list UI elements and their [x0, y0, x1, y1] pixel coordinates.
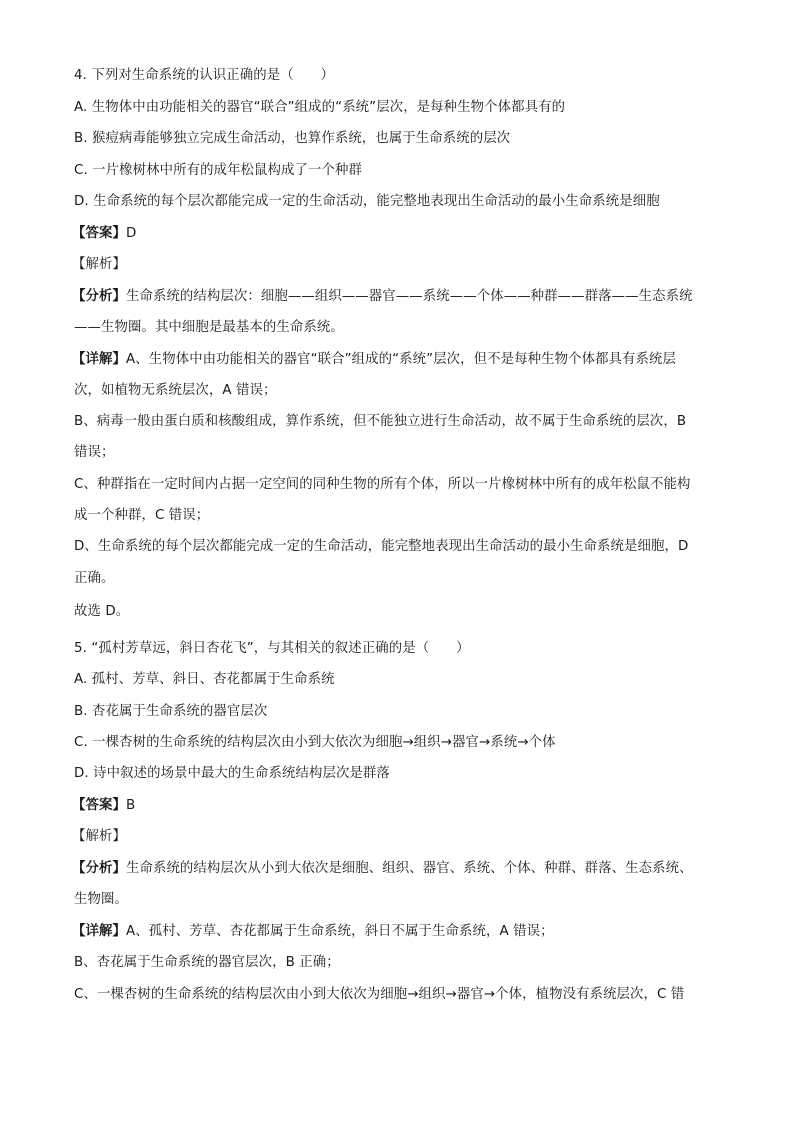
q5-detail-a-line1	[72, 923, 554, 941]
q5-answer-value: B	[125, 798, 136, 813]
q5-fenxi-tag: 【分析】	[72, 861, 126, 876]
q4-option-d: D. 生命系统的每个层次都能完成一定的生命活动，能完整地表现出生命活动的最小生命系统是细胞	[74, 194, 660, 209]
q4-fenxi-line1	[72, 288, 693, 306]
q4-option-b: B. 猴痘病毒能够独立完成生命活动，也算作系统，也属于生命系统的层次	[74, 131, 511, 146]
q5-detail-a-text: A、孤村、芳草、杏花都属于生命系统，斜日不属于生命系统，A 错误；	[125, 924, 554, 939]
q5-xiangjie-tag: 【详解】	[72, 924, 126, 939]
q4-detail-c-line2: 成一个种群，C 错误；	[74, 508, 210, 523]
q4-xiangjie-tag: 【详解】	[72, 352, 126, 367]
q5-fenxi-text: 生命系统的结构层次从小到大依次是细胞、组织、器官、系统、个体、种群、群落、生态系统、	[125, 861, 693, 876]
q4-conclusion: 故选 D。	[74, 604, 130, 619]
q4-stem: 4. 下列对生命系统的认识正确的是（ ）	[74, 68, 335, 83]
q4-answer-line	[72, 225, 136, 243]
q4-detail-d-line1: D、生命系统的每个层次都能完成一定的生命活动，能完整地表现出生命活动的最小生命系统是细胞，D	[74, 539, 689, 554]
q5-option-d: D. 诗中叙述的场景中最大的生命系统结构层次是群落	[74, 766, 390, 781]
q5-option-c: C. 一棵杏树的生命系统的结构层次由小到大依次为细胞→组织→器官→系统→个体	[74, 735, 556, 750]
q5-detail-c-line1: C、一棵杏树的生命系统的结构层次由小到大依次为细胞→组织→器官→个体，植物没有系统层次，C 错	[74, 987, 685, 1002]
q4-detail-a-line2: 次，如植物无系统层次，A 错误；	[74, 383, 277, 398]
q4-detail-c-line1: C、种群指在一定时间内占据一定空间的同种生物的所有个体，所以一片橡树林中所有的成年松鼠不能构	[74, 477, 691, 492]
q5-option-b: B. 杏花属于生命系统的器官层次	[74, 704, 268, 719]
q4-answer-value: D	[125, 226, 137, 241]
q5-fenxi-line1	[72, 860, 693, 878]
q4-fenxi-tag: 【分析】	[72, 289, 126, 304]
q4-detail-a-line1	[72, 351, 676, 369]
q5-answer-line	[72, 797, 135, 815]
q5-detail-b-line1: B、杏花属于生命系统的器官层次，B 正确；	[74, 955, 340, 970]
q4-fenxi-text: 生命系统的结构层次：细胞——组织——器官——系统——个体——种群——群落——生态系统	[125, 289, 693, 304]
q4-detail-b-line1: B、病毒一般由蛋白质和核酸组成，算作系统，但不能独立进行生命活动，故不属于生命系统的层次，B	[74, 414, 687, 429]
q4-detail-a-text: A、生物体中由功能相关的器官“联合”组成的“系统”层次，但不是每种生物个体都具有系统层	[125, 352, 677, 367]
q4-detail-d-line2: 正确。	[74, 571, 115, 586]
q4-fenxi-line2: ——生物圈。其中细胞是最基本的生命系统。	[74, 320, 344, 335]
q5-fenxi-line2: 生物圈。	[74, 892, 128, 907]
q5-analysis-tag: 【解析】	[72, 829, 126, 844]
q5-stem: 5. “孤村芳草远，斜日杏花飞”，与其相关的叙述正确的是（ ）	[74, 641, 470, 656]
q4-detail-b-line2: 错误；	[74, 445, 115, 460]
q4-analysis-tag: 【解析】	[72, 257, 126, 272]
q4-answer-tag: 【答案】	[72, 226, 126, 241]
q5-option-a: A. 孤村、芳草、斜日、杏花都属于生命系统	[74, 672, 335, 687]
q4-option-a: A. 生物体中由功能相关的器官“联合”组成的“系统”层次，是每种生物个体都具有的	[74, 100, 566, 115]
q4-option-c: C. 一片橡树林中所有的成年松鼠构成了一个种群	[74, 163, 362, 178]
q5-answer-tag: 【答案】	[72, 798, 126, 813]
